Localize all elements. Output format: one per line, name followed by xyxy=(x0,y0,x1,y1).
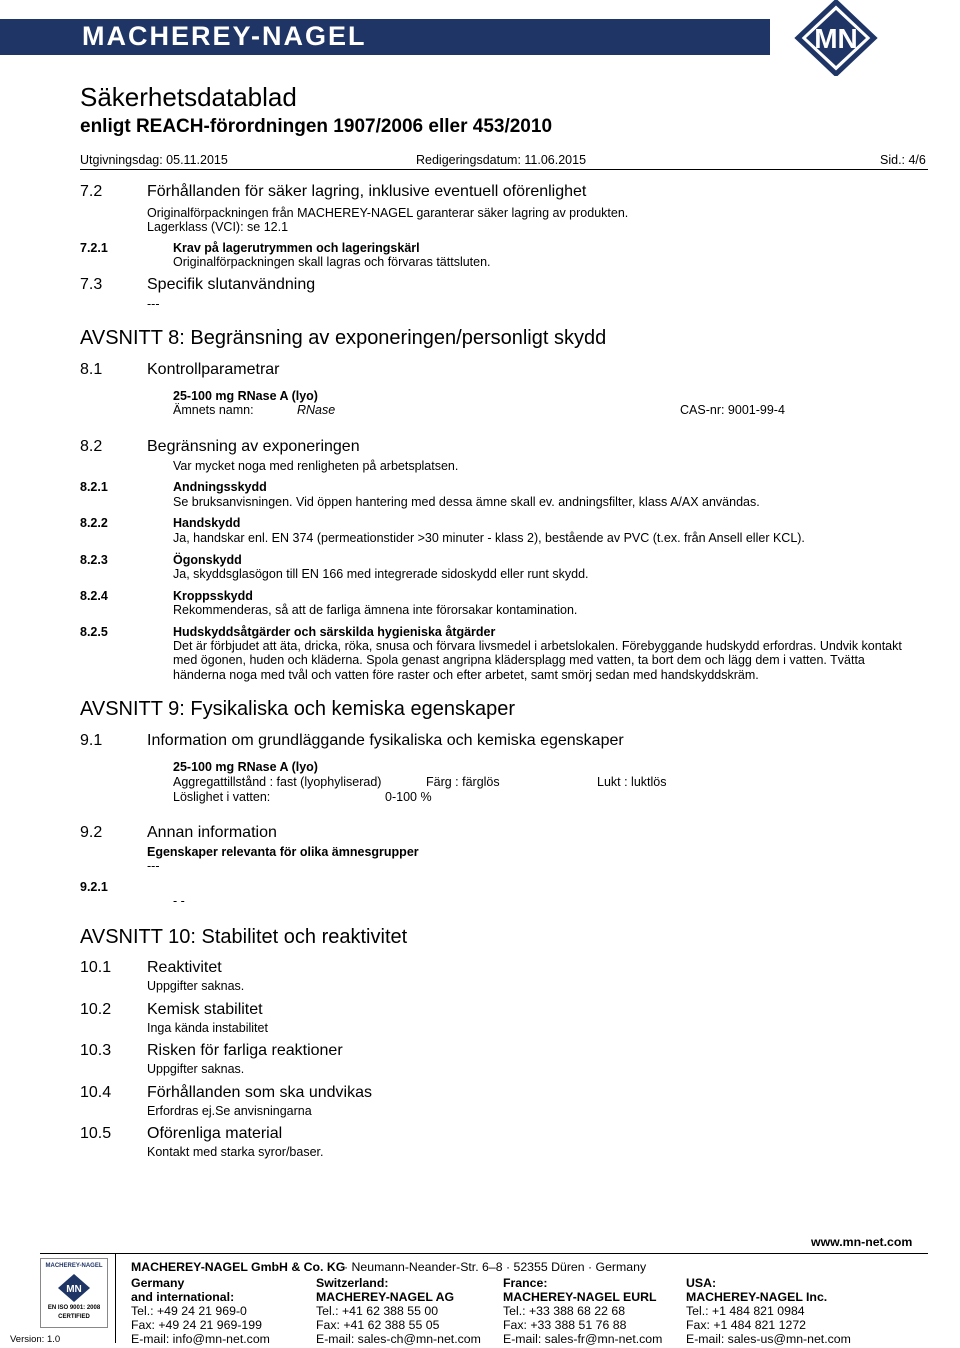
paragraph: Ja, handskar enl. EN 374 (permeationstider >30 minuter - klass 2), bestående av PVC (t.ex. från Ansell eller KCL). xyxy=(173,531,805,545)
footer-rule xyxy=(40,1253,928,1254)
cas-number: CAS-nr: 9001-99-4 xyxy=(680,403,785,417)
footer-contact-text: Fax: +33 388 51 76 88 xyxy=(503,1318,627,1332)
subsection-number: 8.2.5 xyxy=(80,625,108,639)
section-title: AVSNITT 9: Fysikaliska och kemiska egenskaper xyxy=(80,698,515,720)
page-number: Sid.: 4/6 xyxy=(880,153,926,167)
subsection-number: 8.2.4 xyxy=(80,589,108,603)
revision-date: Redigeringsdatum: 11.06.2015 xyxy=(416,153,587,167)
footer-contact-text: Fax: +49 24 21 969-199 xyxy=(131,1318,262,1332)
solubility-value: 0-100 % xyxy=(385,790,432,804)
footer-contact-text: USA: xyxy=(686,1276,717,1290)
paragraph: Ja, skyddsglasögon till EN 166 med integrerade sidoskydd eller runt skydd. xyxy=(173,567,589,581)
product-name: 25-100 mg RNase A (lyo) xyxy=(173,389,318,403)
paragraph: Uppgifter saknas. xyxy=(147,1062,245,1076)
subsection-number: 8.2.3 xyxy=(80,553,108,567)
subsection-heading: Andningsskydd xyxy=(173,480,267,494)
substance-name-label: Ämnets namn: xyxy=(173,403,254,417)
solubility-label: Löslighet i vatten: xyxy=(173,790,271,804)
section-number: 10.2 xyxy=(80,1000,112,1018)
section-heading: Förhållanden för säker lagring, inklusive eventuell oförenlighet xyxy=(147,183,587,200)
cert-line-1: EN ISO 9001: 2008 xyxy=(47,1305,101,1311)
footer-contact-text: MACHEREY-NAGEL EURL xyxy=(503,1290,657,1304)
color-property: Färg : färglös xyxy=(426,775,500,789)
odor-property: Lukt : luktlös xyxy=(597,775,667,789)
section-number: 10.3 xyxy=(80,1042,112,1059)
paragraph: Lagerklass (VCI): se 12.1 xyxy=(147,220,289,234)
section-number: 8.2 xyxy=(80,438,103,455)
paragraph: Originalförpackningen från MACHEREY-NAGEL garanterar säker lagring av produkten. xyxy=(147,206,629,220)
footer-contact-text: Fax: +1 484 821 1272 xyxy=(686,1318,806,1332)
footer-contact-text: MACHEREY-NAGEL Inc. xyxy=(686,1290,828,1304)
paragraph: - - xyxy=(173,894,185,908)
mn-logo-icon xyxy=(772,0,900,76)
footer-contact-text: Tel.: +41 62 388 55 00 xyxy=(316,1304,439,1318)
paragraph: --- xyxy=(147,297,160,311)
footer-contact-text: MACHEREY-NAGEL AG xyxy=(316,1290,455,1304)
subsection-heading: Kroppsskydd xyxy=(173,589,253,603)
svg-text:MN: MN xyxy=(814,23,858,54)
section-number: 10.4 xyxy=(80,1083,112,1101)
footer-email-link[interactable]: E-mail: sales-fr@mn-net.com xyxy=(503,1332,663,1346)
section-title: AVSNITT 10: Stabilitet och reaktivitet xyxy=(80,926,408,948)
section-number: 9.2 xyxy=(80,824,103,841)
document-subtitle: enligt REACH-förordningen 1907/2006 eller 453/2010 xyxy=(80,116,553,137)
section-number: 9.1 xyxy=(80,732,103,749)
section-heading: Risken för farliga reaktioner xyxy=(147,1042,343,1059)
section-heading: Kontrollparametrar xyxy=(147,361,280,378)
footer-divider xyxy=(115,1253,116,1343)
footer-website-link[interactable]: www.mn-net.com xyxy=(811,1235,913,1249)
footer-email-link[interactable]: E-mail: sales-ch@mn-net.com xyxy=(316,1332,481,1346)
section-number: 7.3 xyxy=(80,276,103,293)
paragraph: Rekommenderas, så att de farliga ämnena inte förorsakar kontamination. xyxy=(173,603,578,617)
subsection-number: 8.2.1 xyxy=(80,480,108,494)
product-name: 25-100 mg RNase A (lyo) xyxy=(173,760,318,774)
mn-logo-icon xyxy=(56,1273,92,1303)
section-number: 8.1 xyxy=(80,361,103,378)
subsection-number: 7.2.1 xyxy=(80,241,108,255)
footer-contact-text: Germany xyxy=(131,1276,185,1290)
section-heading: Begränsning av exponeringen xyxy=(147,438,360,455)
section-heading: Kemisk stabilitet xyxy=(147,1000,263,1018)
paragraph: Var mycket noga med renligheten på arbetsplatsen. xyxy=(173,459,459,473)
section-heading: Annan information xyxy=(147,824,277,841)
footer-contact-text: Tel.: +1 484 821 0984 xyxy=(686,1304,805,1318)
paragraph: Erfordras ej.Se anvisningarna xyxy=(147,1103,312,1118)
subsection-number: 9.2.1 xyxy=(80,880,108,894)
paragraph: Inga kända instabilitet xyxy=(147,1020,268,1035)
section-heading: Information om grundläggande fysikaliska och kemiska egenskaper xyxy=(147,732,624,749)
paragraph: --- xyxy=(147,859,160,873)
footer-address: · Neumann-Neander-Str. 6–8 · 52355 Düren · Germany xyxy=(344,1260,647,1274)
footer-contact-text: Tel.: +33 388 68 22 68 xyxy=(503,1304,626,1318)
subsection-heading: Hudskyddsåtgärder och särskilda hygieniska åtgärder xyxy=(173,625,496,639)
subsection-number: 8.2.2 xyxy=(80,516,108,530)
footer-contact-text: Switzerland: xyxy=(316,1276,389,1290)
section-number: 10.1 xyxy=(80,959,112,976)
certificate-badge xyxy=(40,1258,108,1328)
section-heading: Specifik slutanvändning xyxy=(147,276,316,293)
svg-text:MN: MN xyxy=(66,1284,82,1295)
header-rule xyxy=(80,169,928,170)
subsection-heading: Handskydd xyxy=(173,516,241,530)
section-heading: Förhållanden som ska undvikas xyxy=(147,1083,373,1101)
footer-email-link[interactable]: E-mail: sales-us@mn-net.com xyxy=(686,1332,851,1346)
issue-date: Utgivningsdag: 05.11.2015 xyxy=(80,153,228,167)
footer-contact-text: and international: xyxy=(131,1290,235,1304)
footer-email-link[interactable]: E-mail: info@mn-net.com xyxy=(131,1332,270,1346)
footer-company: MACHEREY-NAGEL GmbH & Co. KG xyxy=(131,1260,346,1274)
document-title: Säkerhetsdatablad xyxy=(80,82,297,112)
cert-brand: MACHEREY-NAGEL xyxy=(45,1263,103,1269)
cert-line-2: CERTIFIED xyxy=(58,1314,90,1320)
footer-contact-text: Fax: +41 62 388 55 05 xyxy=(316,1318,440,1332)
footer-contact-text: Tel.: +49 24 21 969-0 xyxy=(131,1304,247,1318)
brand-name: MACHEREY-NAGEL xyxy=(82,21,367,51)
footer-contact-text: France: xyxy=(503,1276,548,1290)
version-label: Version: 1.0 xyxy=(10,1334,61,1345)
paragraph: Det är förbjudet att äta, dricka, röka, snusa och förvara livsmedel i arbetslokalen. Förebyggande hudskydd erfordras. Undvik kontakt med ögonen, huden och kläderna. Spola genast angripna klädersplagg med vatten, ta bort dem och lägg dem i vatten. Tvätta händerna noga med tvål och vatten före raster och efter arbetet, samt smörj sedan med handskyddskräm. xyxy=(173,639,902,682)
subsection-heading: Egenskaper relevanta för olika ämnesgrupper xyxy=(147,845,419,859)
section-heading: Oförenliga material xyxy=(147,1125,283,1142)
section-title: AVSNITT 8: Begränsning av exponeringen/personligt skydd xyxy=(80,327,607,349)
paragraph: Uppgifter saknas. xyxy=(147,979,245,993)
section-number: 10.5 xyxy=(80,1125,112,1142)
physical-state: Aggregattillstånd : fast (lyophyliserad) xyxy=(173,775,382,789)
section-heading: Reaktivitet xyxy=(147,959,222,976)
paragraph: Originalförpackningen skall lagras och förvaras tättsluten. xyxy=(173,255,491,269)
paragraph: Se bruksanvisningen. Vid öppen hantering med dessa ämne skall ev. andningsfilter, klass A/AX användas. xyxy=(173,495,760,509)
section-number: 7.2 xyxy=(80,183,103,200)
subsection-heading: Krav på lagerutrymmen och lageringskärl xyxy=(173,241,420,255)
paragraph: Kontakt med starka syror/baser. xyxy=(147,1145,324,1159)
subsection-heading: Ögonskydd xyxy=(173,553,242,567)
substance-name-value: RNase xyxy=(297,403,336,417)
